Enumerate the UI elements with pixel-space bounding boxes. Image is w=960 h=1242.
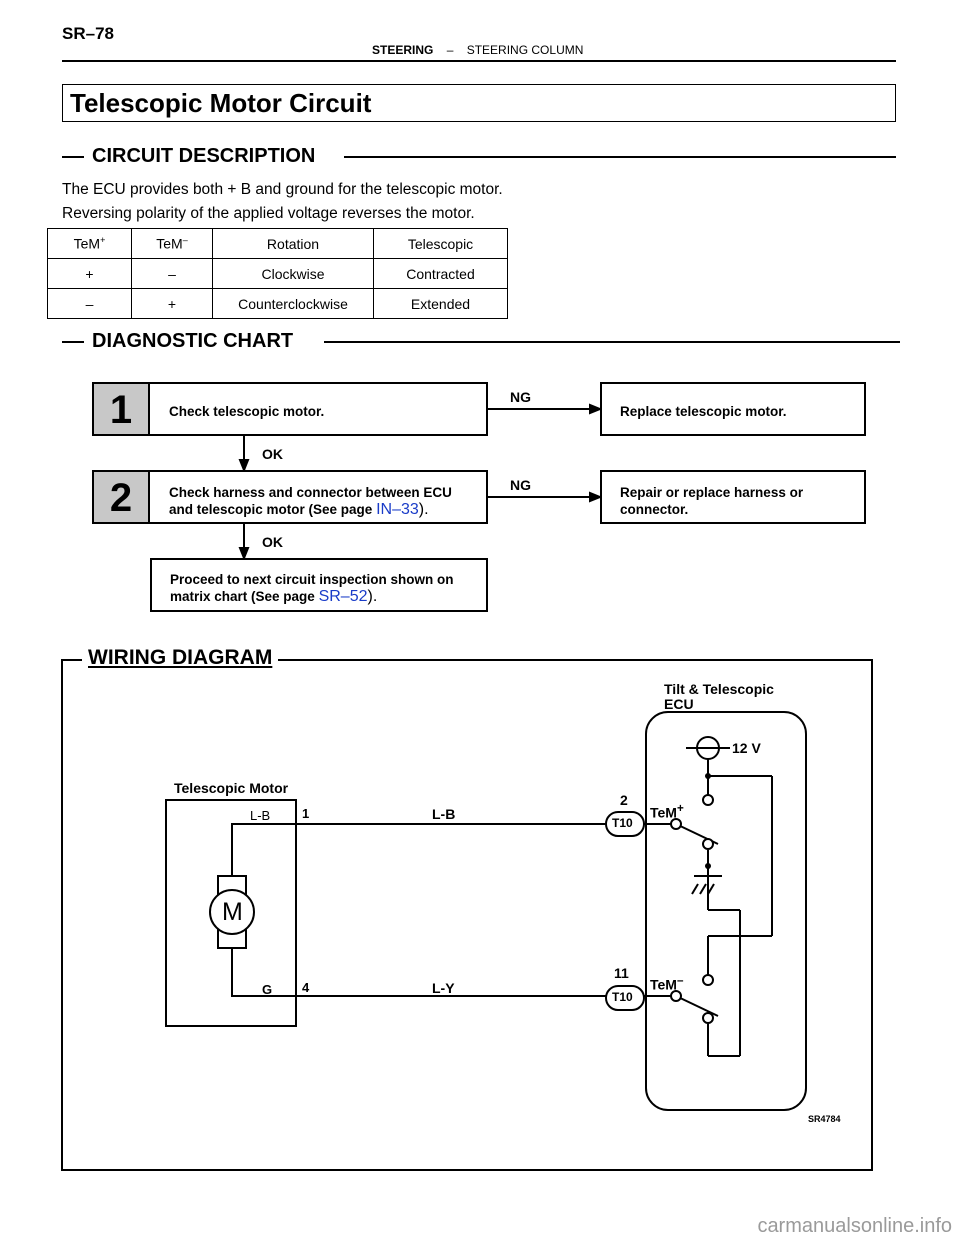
heading-label: DIAGNOSTIC CHART [92, 330, 294, 352]
step-1-number: 1 [94, 384, 150, 434]
ecu-pin-11: 11 [614, 965, 629, 981]
proceed-text-line-1: Proceed to next circuit inspection shown on [170, 572, 454, 587]
ng-label-2: NG [510, 477, 531, 493]
page-number: SR–78 [62, 24, 114, 43]
supply-voltage-label: 12 V [732, 740, 761, 756]
terminal-sign: – [676, 974, 684, 987]
terminal-tem-plus [650, 802, 684, 821]
motor-wire-label-1: L-B [250, 808, 271, 823]
table-cell: Clockwise [213, 259, 374, 289]
subsection-name: STEERING COLUMN [466, 43, 584, 57]
ecu-pin-2: 2 [620, 792, 628, 808]
motor-pin-4: 4 [302, 980, 310, 995]
wiring-diagram-heading: WIRING DIAGRAM [82, 646, 278, 670]
watermark: carmanualsonline.info [757, 1215, 952, 1237]
step-1-text: Check telescopic motor. [169, 404, 325, 419]
table-header-cell: TeM+ [48, 229, 132, 259]
ok-label-2: OK [262, 534, 283, 550]
table-header-cell: Telescopic [374, 229, 508, 259]
page-title: Telescopic Motor Circuit [70, 88, 372, 118]
table-cell: – [48, 289, 132, 319]
table-header-cell: TeM– [132, 229, 213, 259]
terminal-name: TeM [650, 976, 677, 993]
motor-pin-1: 1 [302, 806, 310, 821]
ecu-label [664, 682, 774, 712]
result-2-text-line-2: connector. [620, 502, 689, 517]
table-cell: Contracted [374, 259, 508, 289]
ok-label-1: OK [262, 446, 283, 462]
motor-wire-label-2: G [262, 982, 273, 997]
table-cell: + [48, 259, 132, 289]
connector-t10-b: T10 [612, 990, 633, 1004]
heading-label: CIRCUIT DESCRIPTION [92, 145, 316, 167]
motor-symbol: M [222, 898, 243, 926]
terminal-sign: + [676, 802, 684, 815]
ng-label-1: NG [510, 389, 531, 405]
section-name: STEERING [372, 43, 434, 57]
table-cell: + [132, 289, 213, 319]
closing-paren: ). [367, 588, 378, 605]
table-header-cell: Rotation [213, 229, 374, 259]
harness-wire-ly: L-Y [432, 980, 455, 996]
page-link-in33[interactable]: IN–33 [376, 501, 419, 518]
motor-label: Telescopic Motor [174, 780, 289, 796]
result-2-text-line-1: Repair or replace harness or [620, 485, 804, 500]
ecu-label-line-2: ECU [664, 696, 694, 712]
table-cell: – [132, 259, 213, 289]
wiring-frame [62, 660, 872, 1170]
proceed-text: matrix chart (See page [170, 589, 315, 604]
step-2-text: and telescopic motor (See page [169, 502, 373, 517]
terminal-name: TeM [650, 804, 677, 821]
table-cell: Counterclockwise [213, 289, 374, 319]
terminal-tem-minus [650, 974, 683, 993]
figure-code: SR4784 [808, 1114, 841, 1124]
step-2-text-line-1: Check harness and connector between ECU [169, 485, 452, 500]
description-line-1: The ECU provides both + B and ground for the telescopic motor. [62, 181, 503, 198]
page-link-sr52[interactable]: SR–52 [318, 588, 368, 605]
result-1-text: Replace telescopic motor. [620, 404, 787, 419]
description-line-2: Reversing polarity of the applied voltage reverses the motor. [62, 205, 475, 222]
ecu-label-line-1: Tilt & Telescopic [664, 681, 774, 697]
step-2-number: 2 [94, 472, 150, 522]
separator: – [446, 43, 454, 57]
harness-wire-lb: L-B [432, 806, 456, 822]
table-cell: Extended [374, 289, 508, 319]
closing-paren: ). [418, 501, 429, 518]
connector-t10-a: T10 [612, 816, 633, 830]
